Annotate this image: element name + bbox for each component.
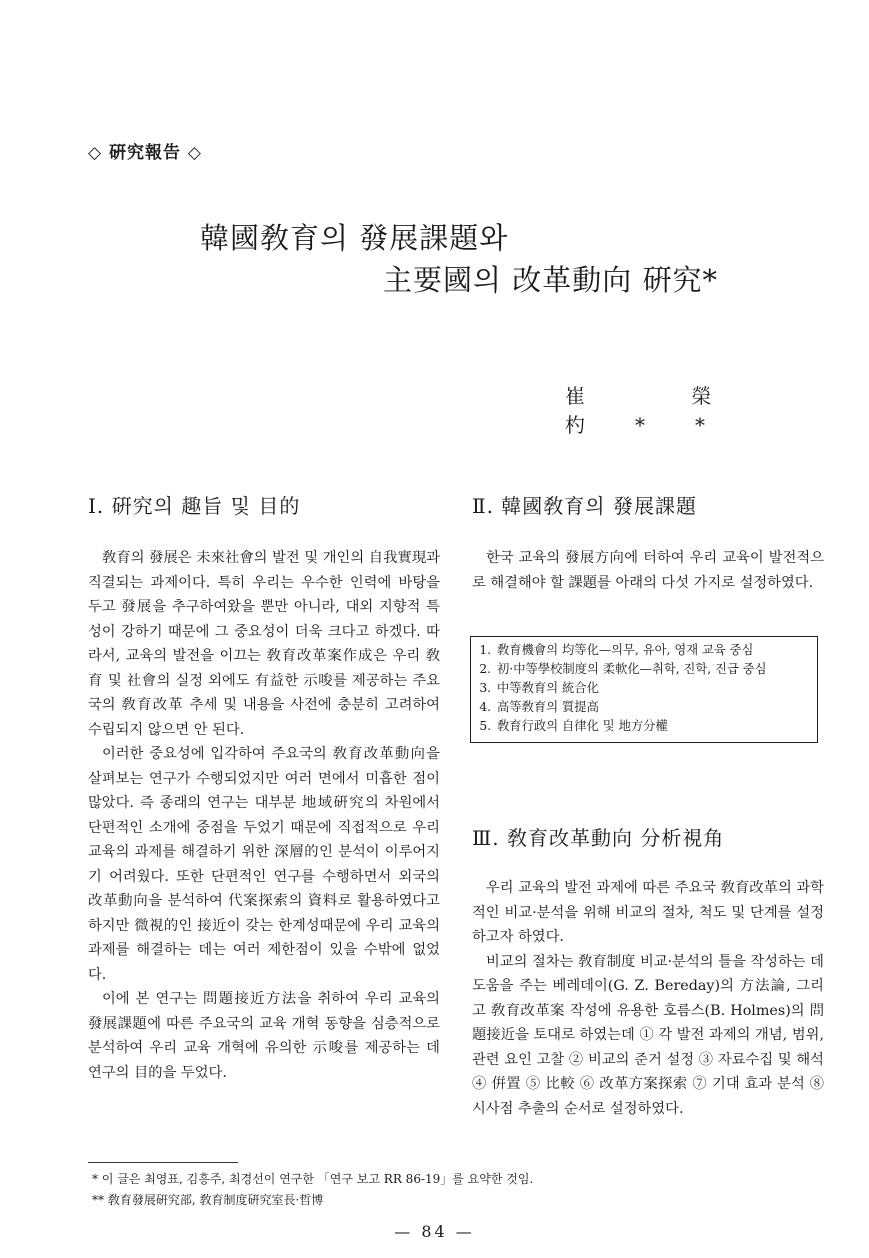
- paragraph: 비교의 절차는 敎育制度 비교·분석의 틀을 작성하는 데 도움을 주는 베레데이(G. Z. Bereday)의 方法論, 그리고 敎育改革案 작성에 유용한 호름스(B. Holmes)의 問題接近을 토대로 하였는데 ① 각 발전 과제의 개념, 범위, 관련 요인 고찰 ② 비교의 준거 설정 ③ 자료수집 및 해석 ④ 倂置 ⑤ 比較 ⑥ 改革方案探索 ⑦ 기대 효과 분석 ⑧ 시사점 추출의 순서로 설정하였다.: [472, 953, 824, 1117]
- section2-body: [472, 546, 824, 595]
- list-item: 5. 敎育行政의 自律化 및 地方分權: [495, 717, 809, 736]
- section2-heading: Ⅱ. 韓國敎育의 發展課題: [472, 494, 697, 518]
- tasks-list: [479, 641, 809, 736]
- section1-heading: Ⅰ. 硏究의 趣旨 및 目的: [88, 494, 301, 518]
- list-item: 1. 敎育機會의 均等化—의무, 유아, 영재 교육 중심: [495, 641, 809, 660]
- series-label: ◇ 硏究報告 ◇: [88, 143, 202, 163]
- section3-heading: Ⅲ. 敎育改革動向 分析視角: [472, 826, 725, 850]
- tasks-box: [470, 636, 818, 743]
- list-item: 3. 中等敎育의 統合化: [495, 679, 809, 698]
- section3-body: [472, 876, 824, 1121]
- section1-body: [88, 546, 440, 1085]
- page-number: — 84 —: [394, 1222, 475, 1241]
- footnote-rule: [88, 1162, 238, 1163]
- author: 崔 榮 杓**: [565, 384, 762, 437]
- footnote-1: * 이 글은 최영표, 김흥주, 최경선이 연구한 「연구 보고 RR 86-19」를 요약한 것임.: [92, 1172, 534, 1186]
- paragraph: 敎育의 發展은 未來社會의 발전 및 개인의 自我實現과 직결되는 과제이다. 특히 우리는 우수한 인력에 바탕을 두고 發展을 추구하여왔을 뿐만 아니라, 대외 지향적 특성이 강하기 때문에 그 중요성이 더욱 크다고 하겠다. 따라서, 교육의 발전을 이끄는 敎育改革案作成은 우리 敎育 및 社會의 실정 외에도 有益한 示唆를 제공하는 주요국의 敎育改革 추세 및 내용을 사전에 충분히 고려하여 수립되지 않으면 안 된다.: [88, 550, 440, 738]
- paragraph: 이러한 중요성에 입각하여 주요국의 敎育改革動向을 살펴보는 연구가 수행되었지만 여러 면에서 미흡한 점이 많았다. 즉 종래의 연구는 대부분 地域硏究의 차원에서 단편적인 소개에 중점을 두었기 때문에 직접적으로 우리 교육의 과제를 해결하기 위한 深層的인 분석이 이루어지기 어려웠다. 또한 단편적인 연구를 수행하면서 외국의 改革動向을 분석하여 代案探索의 資料로 활용하였다고 하지만 微視的인 接近이 갖는 한계성때문에 우리 교육의 과제를 해결하는 데는 여러 제한점이 있을 수밖에 없었다.: [88, 746, 440, 983]
- paragraph: 우리 교육의 발전 과제에 따른 주요국 敎育改革의 과학적인 비교·분석을 위해 비교의 절차, 척도 및 단계를 설정하고자 하였다.: [472, 880, 824, 945]
- list-item: 2. 初·中等學校制度의 柔軟化—취학, 진학, 진급 중심: [495, 660, 809, 679]
- paragraph: 한국 교육의 發展方向에 터하여 우리 교육이 발전적으로 해결해야 할 課題를 아래의 다섯 가지로 설정하였다.: [472, 550, 824, 591]
- title-line-2: 主要國의 改革動向 硏究*: [383, 263, 718, 297]
- title-line-1: 韓國敎育의 發展課題와: [200, 221, 509, 255]
- list-item: 4. 高等敎育의 質提高: [495, 698, 809, 717]
- paragraph: 이에 본 연구는 問題接近方法을 취하여 우리 교육의 發展課題에 따른 주요국의 교육 개혁 동향을 심층적으로 분석하여 우리 교육 개혁에 유의한 示唆를 제공하는 데 연구의 目的을 두었다.: [88, 991, 440, 1081]
- footnote-2: ** 敎育發展硏究部, 敎育制度硏究室長·哲博: [92, 1193, 324, 1207]
